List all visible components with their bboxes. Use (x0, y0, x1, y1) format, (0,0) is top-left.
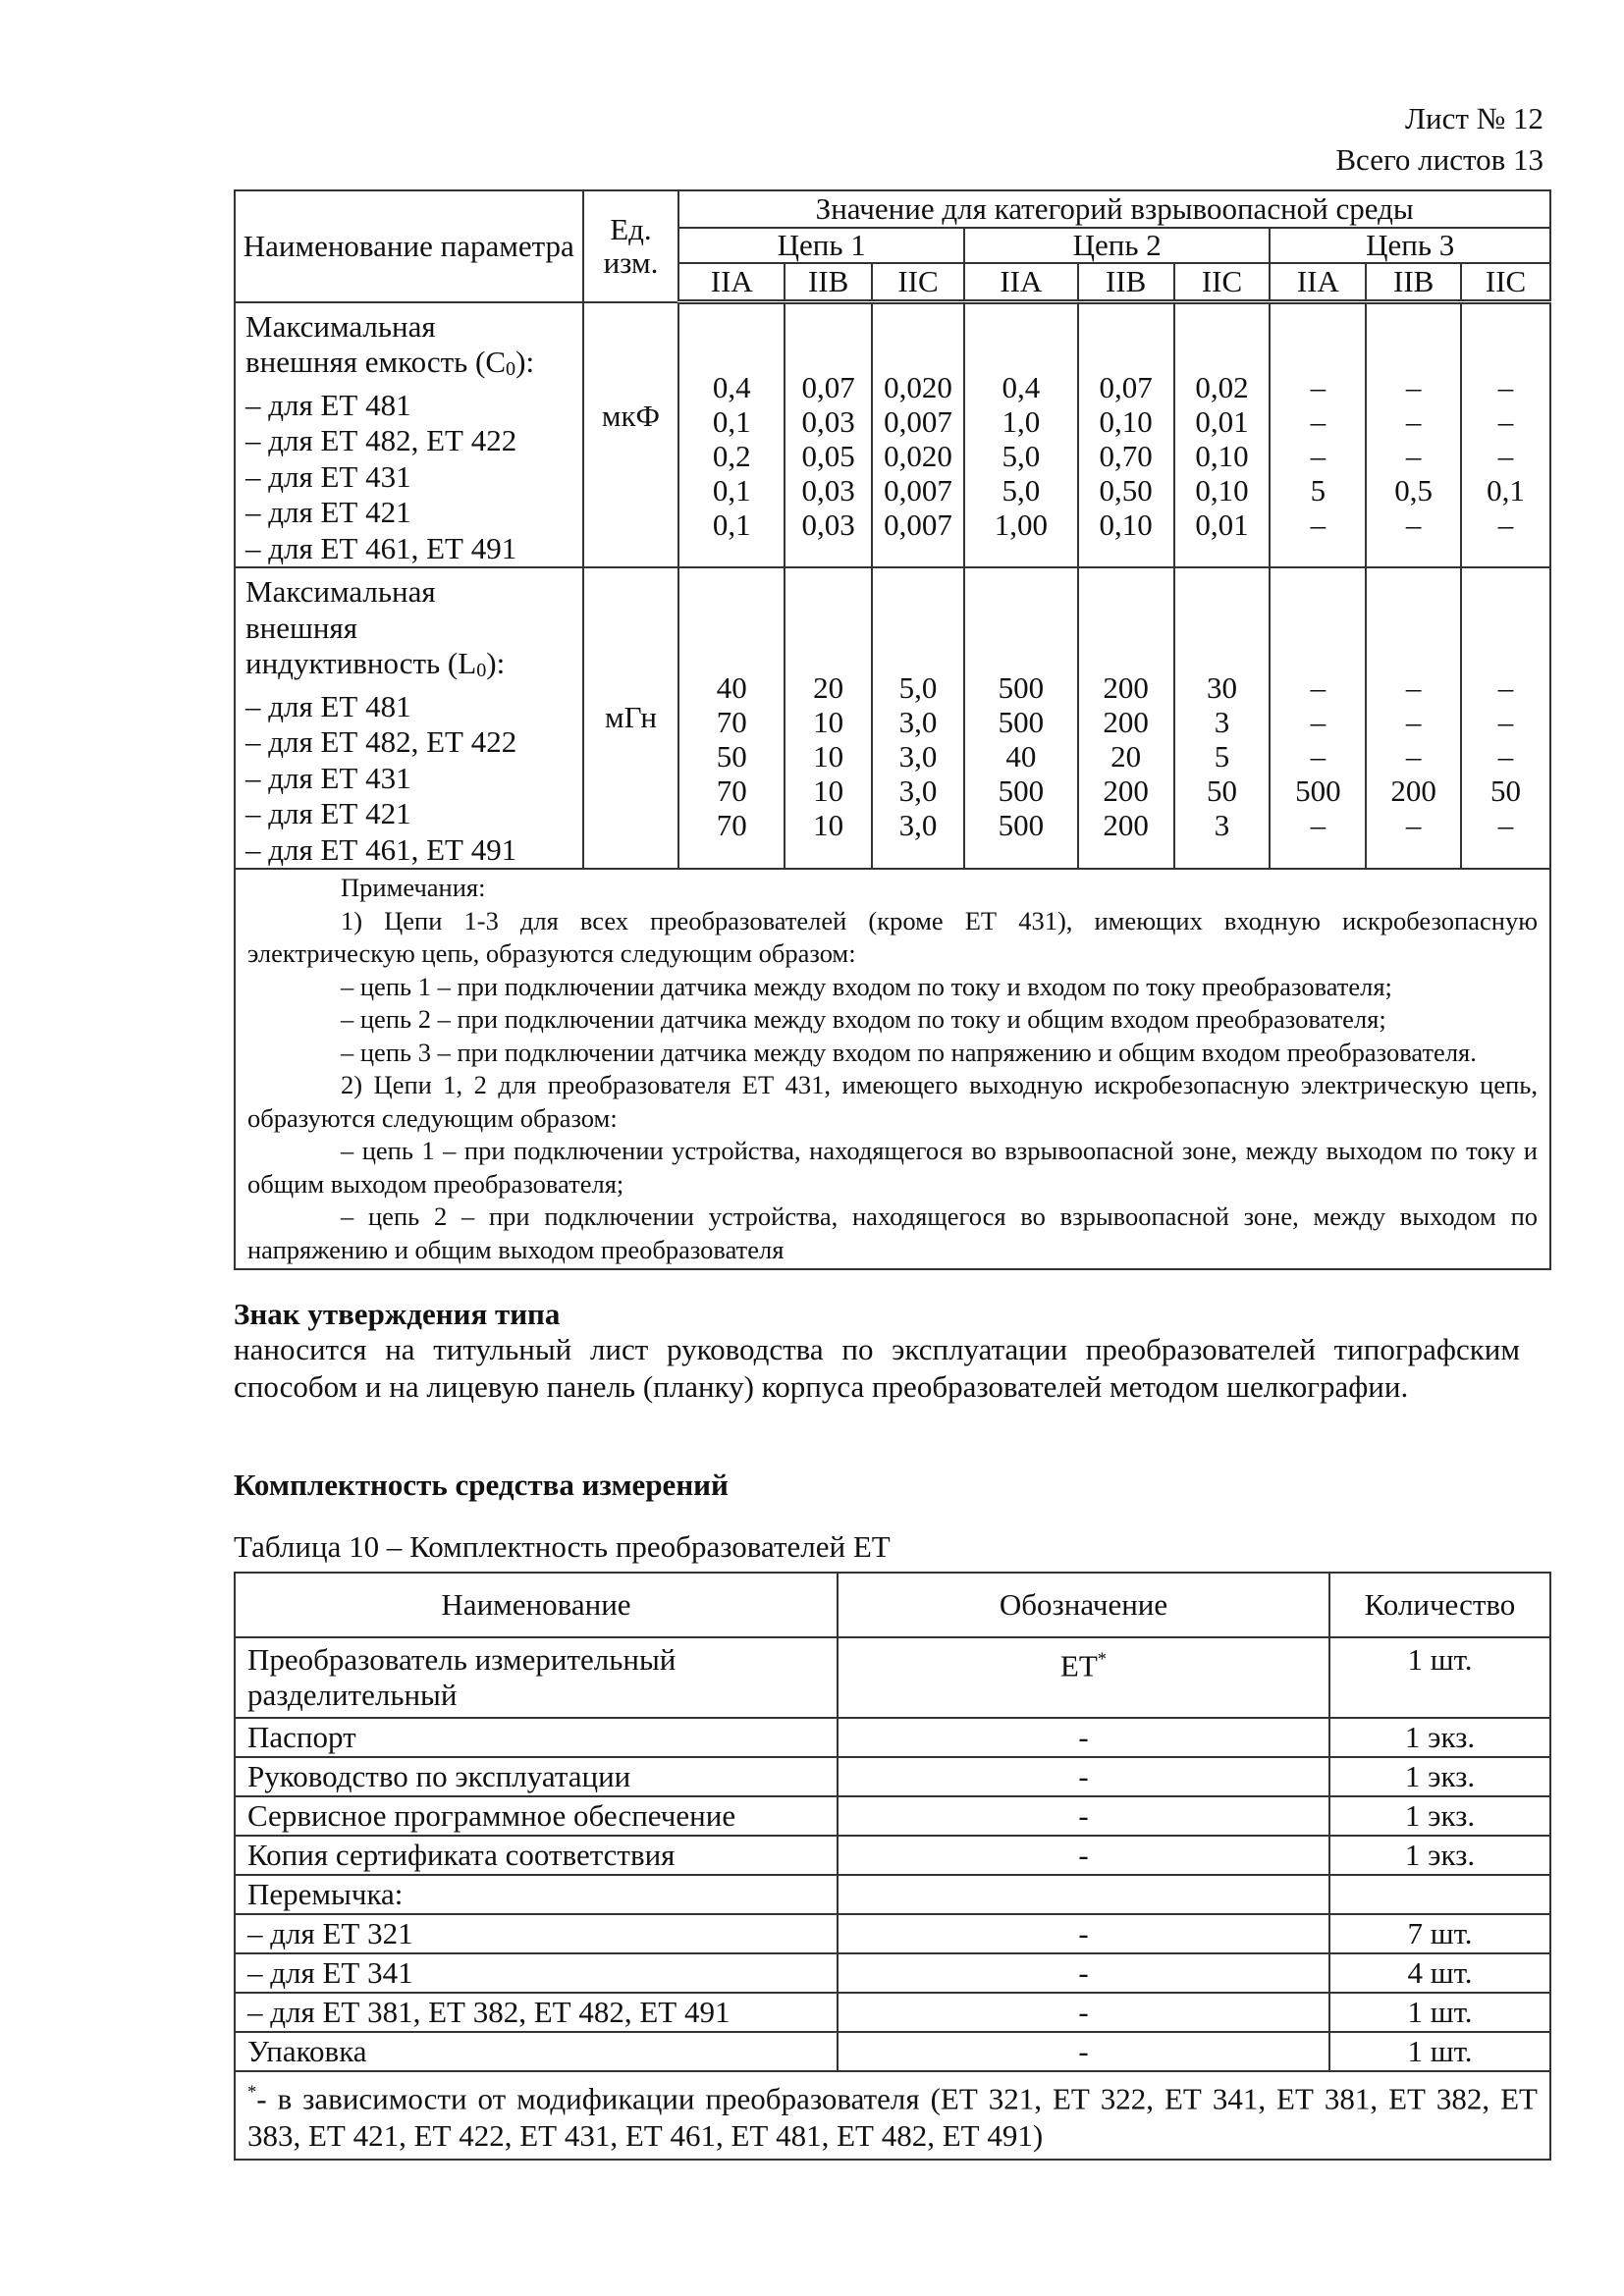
header-category: IIB (1078, 263, 1174, 302)
value-cell: 10 (813, 807, 844, 842)
item-quantity: 4 шт. (1329, 1953, 1550, 1993)
value-cell: 1,00 (994, 507, 1048, 542)
device-model-item: – для ЕТ 421 (245, 796, 411, 831)
value-cell: – (1497, 507, 1514, 542)
sheet-number: Лист № 12 (1405, 101, 1543, 135)
device-model-item: – для ЕТ 482, ЕТ 422 (245, 423, 517, 458)
value-cell: – (1310, 704, 1326, 739)
header-category: IIA (964, 263, 1078, 302)
value-cell: – (1405, 507, 1422, 542)
value-cell: 0,007 (884, 404, 952, 439)
designation-text: - (1078, 1955, 1089, 1990)
note-1: 1) Цепи 1-3 для всех преобразователей (кроме ЕТ 431), имеющих входную искробезопасную электрическую цепь, образуются следующим образом: (247, 905, 1538, 969)
value-cell: 70 (716, 807, 747, 842)
parameter-name (235, 302, 583, 568)
value-cell: 5,0 (898, 669, 938, 705)
value-cell: 500 (998, 669, 1045, 705)
device-model-item: – для ЕТ 481 (245, 387, 411, 422)
value-cell: 3,0 (898, 807, 938, 842)
value-cell: 0,2 (712, 439, 751, 473)
designation-text: - (1078, 1995, 1089, 2029)
item-quantity: 7 шт. (1329, 1914, 1550, 1953)
note-2: 2) Цепи 1, 2 для преобразователя ЕТ 431, имеющего выходную искробезопасную электрическую цепь, образуются следующим образом: (247, 1070, 1538, 1133)
table-row (235, 1836, 1550, 1875)
value-cell: – (1405, 807, 1422, 842)
value-column (678, 302, 785, 568)
item-quantity: 1 шт. (1329, 2032, 1550, 2071)
value-cell: 3 (1214, 704, 1230, 739)
header-category: IIB (1366, 263, 1461, 302)
value-cell: 0,01 (1195, 404, 1249, 439)
item-designation (838, 1953, 1329, 1993)
value-cell: 3,0 (898, 704, 938, 739)
item-designation (838, 1637, 1329, 1718)
header-circuit-2: Цепь 2 (964, 228, 1270, 263)
unit-cell: мкФ (583, 302, 679, 568)
item-designation (838, 1796, 1329, 1836)
item-designation (838, 1993, 1329, 2032)
item-quantity: 1 шт. (1329, 1993, 1550, 2032)
value-column (1270, 302, 1366, 568)
value-cell: 0,07 (801, 370, 855, 404)
table-row (235, 1875, 1550, 1914)
value-cell: – (1497, 807, 1514, 842)
parameter-title-text: Максимальная (245, 574, 436, 610)
value-cell: – (1310, 807, 1326, 842)
value-cell: – (1405, 370, 1422, 404)
device-model-item: – для ЕТ 461, ЕТ 491 (245, 530, 517, 565)
value-cell: 3,0 (898, 773, 938, 808)
header-category: IIC (872, 263, 964, 302)
value-cell: 200 (1103, 773, 1149, 808)
item-designation (838, 1718, 1329, 1757)
value-cell: – (1497, 669, 1514, 705)
header-designation: Обозначение (838, 1573, 1329, 1637)
value-cell: – (1497, 370, 1514, 404)
item-name: – для ЕТ 341 (235, 1953, 838, 1993)
completeness-heading: Комплектность средства измерений (234, 1468, 729, 1502)
notes-title: Примечания: (341, 873, 486, 903)
header-category: IIC (1461, 263, 1550, 302)
value-cell: 0,5 (1394, 473, 1434, 507)
note-item: – цепь 2 – при подключении устройства, находящегося во взрывоопасной зоне, между выходом по напряжению и общим выходом преобразователя (247, 1201, 1538, 1264)
value-cell: 40 (716, 669, 747, 705)
header-category: IIC (1174, 263, 1271, 302)
value-column (1270, 567, 1366, 869)
value-cell: 50 (716, 738, 747, 774)
parameter-title-text: Максимальная (245, 308, 436, 344)
table-row (235, 1914, 1550, 1953)
header-parameter-name: Наименование параметра (235, 190, 583, 302)
table-row (235, 2032, 1550, 2071)
value-cell: – (1310, 507, 1326, 542)
note-item: – цепь 3 – при подключении датчика между входом по напряжению и общим входом преобразователя. (341, 1037, 1477, 1067)
item-name: Паспорт (235, 1718, 838, 1757)
item-designation (838, 1875, 1329, 1914)
item-name: Руководство по эксплуатации (235, 1757, 838, 1796)
value-cell: 0,10 (1195, 473, 1249, 507)
note-item: – цепь 1 – при подключении датчика между входом по току и входом по току преобразователя; (341, 971, 1392, 1001)
item-quantity: 1 экз. (1329, 1836, 1550, 1875)
value-cell: 200 (1390, 773, 1436, 808)
value-cell: 0,03 (801, 473, 855, 507)
sheet-total: Всего листов 13 (1335, 142, 1543, 177)
value-cell: 0,02 (1195, 370, 1249, 404)
value-cell: 0,1 (712, 473, 751, 507)
value-cell: 0,1 (1487, 473, 1525, 507)
value-cell: 3,0 (898, 738, 938, 774)
parameter-title-line (245, 345, 572, 388)
completeness-table (234, 1572, 1551, 2161)
table-row (235, 1993, 1550, 2032)
value-cell: – (1405, 738, 1422, 774)
approval-mark-text: наносится на титульный лист руководства по эксплуатации преобразователей типографским способом и на лицевую панель (планку) корпуса преобразователей методом шелкографии. (234, 1332, 1520, 1404)
value-cell: 0,05 (801, 439, 855, 473)
value-cell: 1,0 (1001, 404, 1041, 439)
device-model-item: – для ЕТ 431 (245, 760, 411, 795)
item-designation (838, 1836, 1329, 1875)
value-cell: 0,07 (1099, 370, 1153, 404)
parameter-title-text: внешняя емкость (C (245, 345, 507, 379)
table-row (235, 1953, 1550, 1993)
header-category: IIA (1270, 263, 1366, 302)
table-row-capacitance (235, 302, 1550, 568)
footnote-mark: * (247, 2082, 257, 2103)
table-row-inductance (235, 567, 1550, 869)
parameter-title-line (245, 309, 572, 346)
value-cell: 0,10 (1195, 439, 1249, 473)
value-column (872, 302, 964, 568)
parameter-title-line (245, 611, 572, 647)
header-quantity: Количество (1329, 1573, 1550, 1637)
value-column (1174, 302, 1271, 568)
header-category: IIB (785, 263, 872, 302)
item-quantity: 1 экз. (1329, 1718, 1550, 1757)
value-cell: 0,020 (884, 370, 952, 404)
value-column (678, 567, 785, 869)
device-model-item: – для ЕТ 461, ЕТ 491 (245, 831, 517, 867)
value-cell: 0,007 (884, 473, 952, 507)
value-cell: 0,50 (1099, 473, 1153, 507)
table-footnote (235, 2071, 1550, 2160)
value-column (964, 567, 1078, 869)
item-designation (838, 1757, 1329, 1796)
value-cell: 0,4 (1001, 370, 1041, 404)
value-cell: 70 (716, 773, 747, 808)
item-name: – для ЕТ 321 (235, 1914, 838, 1953)
value-cell: 500 (998, 807, 1045, 842)
value-column (964, 302, 1078, 568)
header-category-group: Значение для категорий взрывоопасной среды (678, 190, 1550, 228)
footnote-mark: * (1097, 1649, 1108, 1670)
designation-text: - (1078, 1916, 1089, 1950)
value-cell: 5 (1310, 473, 1326, 507)
designation-text: - (1078, 1798, 1089, 1833)
item-name: – для ЕТ 381, ЕТ 382, ЕТ 482, ЕТ 491 (235, 1993, 838, 2032)
value-cell: – (1405, 669, 1422, 705)
value-cell: 0,03 (801, 507, 855, 542)
parameter-title-tail: ): (515, 345, 535, 379)
value-column (1461, 567, 1550, 869)
value-cell: 200 (1103, 669, 1149, 705)
table-10-caption: Таблица 10 – Комплектность преобразователей ЕТ (234, 1529, 891, 1564)
value-cell: – (1310, 439, 1326, 473)
table-notes (235, 869, 1550, 1269)
footnote-text: - в зависимости от модификации преобразователя (ЕТ 321, ЕТ 322, ЕТ 341, ЕТ 381, ЕТ 382, ЕТ 383, ЕТ 421, ЕТ 422, ЕТ 431, ЕТ 461, ЕТ 481, ЕТ 482, ЕТ 491) (247, 2081, 1538, 2154)
designation-text: - (1078, 1720, 1089, 1754)
value-cell: 50 (1490, 773, 1522, 808)
parameter-title-line (245, 646, 572, 689)
item-quantity: 1 шт. (1329, 1637, 1550, 1718)
value-cell: 0,1 (712, 404, 751, 439)
value-cell: – (1310, 404, 1326, 439)
value-cell: 5,0 (1001, 439, 1041, 473)
device-model-item: – для ЕТ 431 (245, 458, 411, 494)
header-circuit-3: Цепь 3 (1270, 228, 1550, 263)
designation-text: ЕТ (1059, 1648, 1098, 1683)
item-quantity: 1 экз. (1329, 1757, 1550, 1796)
item-name: Копия сертификата соответствия (235, 1836, 838, 1875)
item-name: Преобразователь измерительный разделительный (235, 1637, 838, 1718)
value-column (785, 302, 872, 568)
parameter-name (235, 567, 583, 869)
value-cell: 70 (716, 704, 747, 739)
value-cell: – (1497, 404, 1514, 439)
header-name: Наименование (235, 1573, 838, 1637)
value-cell: 10 (813, 704, 844, 739)
value-cell: 10 (813, 773, 844, 808)
table-row (235, 1637, 1550, 1718)
parameter-title-text: индуктивность (L (245, 646, 477, 681)
value-cell: 0,70 (1099, 439, 1153, 473)
header-unit: Ед. изм. (583, 190, 679, 302)
item-name: Сервисное программное обеспечение (235, 1796, 838, 1836)
designation-text: - (1078, 2034, 1089, 2068)
value-cell: 0,1 (712, 507, 751, 542)
value-cell: 0,03 (801, 404, 855, 439)
value-cell: 10 (813, 738, 844, 774)
header-category: IIA (678, 263, 785, 302)
value-cell: 200 (1103, 704, 1149, 739)
value-column (872, 567, 964, 869)
item-quantity: 1 экз. (1329, 1796, 1550, 1836)
value-cell: 5 (1214, 738, 1230, 774)
value-column (1366, 302, 1461, 568)
value-column (1078, 567, 1174, 869)
designation-text: - (1078, 1838, 1089, 1872)
value-cell: – (1497, 439, 1514, 473)
value-cell: 20 (813, 669, 844, 705)
page-header (1335, 98, 1543, 181)
value-column (1366, 567, 1461, 869)
value-cell: 0,020 (884, 439, 952, 473)
value-column (1078, 302, 1174, 568)
value-column (1461, 302, 1550, 568)
table-row (235, 1757, 1550, 1796)
device-model-item: – для ЕТ 481 (245, 688, 411, 723)
value-cell: 3 (1214, 807, 1230, 842)
parameter-symbol-subscript: 0 (506, 358, 516, 381)
value-cell: 500 (1295, 773, 1341, 808)
value-cell: 0,4 (712, 370, 751, 404)
parameter-symbol-subscript: 0 (476, 660, 487, 682)
value-cell: 5,0 (1001, 473, 1041, 507)
value-cell: 0,007 (884, 507, 952, 542)
value-cell: – (1405, 404, 1422, 439)
value-cell: – (1497, 738, 1514, 774)
value-cell: 200 (1103, 807, 1149, 842)
parameters-table (234, 189, 1551, 1270)
parameter-title-tail: ): (486, 646, 506, 681)
value-cell: 0,10 (1099, 404, 1153, 439)
device-model-item: – для ЕТ 482, ЕТ 422 (245, 724, 517, 760)
header-circuit-1: Цепь 1 (678, 228, 964, 263)
value-cell: 0,10 (1099, 507, 1153, 542)
value-cell: – (1310, 669, 1326, 705)
value-cell: – (1310, 738, 1326, 774)
table-row (235, 1796, 1550, 1836)
item-quantity (1329, 1875, 1550, 1914)
value-column (785, 567, 872, 869)
value-cell: – (1405, 439, 1422, 473)
item-name: Упаковка (235, 2032, 838, 2071)
item-designation (838, 1914, 1329, 1953)
item-designation (838, 2032, 1329, 2071)
note-item: – цепь 2 – при подключении датчика между входом по току и общим входом преобразователя; (341, 1004, 1386, 1035)
value-cell: 500 (998, 773, 1045, 808)
table-row (235, 1718, 1550, 1757)
value-cell: 20 (1110, 738, 1142, 774)
value-cell: 50 (1207, 773, 1238, 808)
note-item: – цепь 1 – при подключении устройства, находящегося во взрывоопасной зоне, между выходом по току и общим выходом преобразователя; (247, 1136, 1538, 1199)
value-cell: 500 (998, 704, 1045, 739)
approval-mark-heading: Знак утверждения типа (234, 1297, 561, 1331)
device-model-item: – для ЕТ 421 (245, 495, 411, 530)
designation-text: - (1078, 1759, 1089, 1793)
item-name: Перемычка: (235, 1875, 838, 1914)
parameter-title-text: внешняя (245, 610, 357, 645)
value-cell: – (1405, 704, 1422, 739)
value-cell: 30 (1207, 669, 1238, 705)
unit-cell: мГн (583, 567, 679, 869)
value-cell: 0,01 (1195, 507, 1249, 542)
value-cell: – (1497, 704, 1514, 739)
value-column (1174, 567, 1271, 869)
parameter-title-line (245, 574, 572, 611)
value-cell: – (1310, 370, 1326, 404)
value-cell: 40 (1005, 738, 1037, 774)
